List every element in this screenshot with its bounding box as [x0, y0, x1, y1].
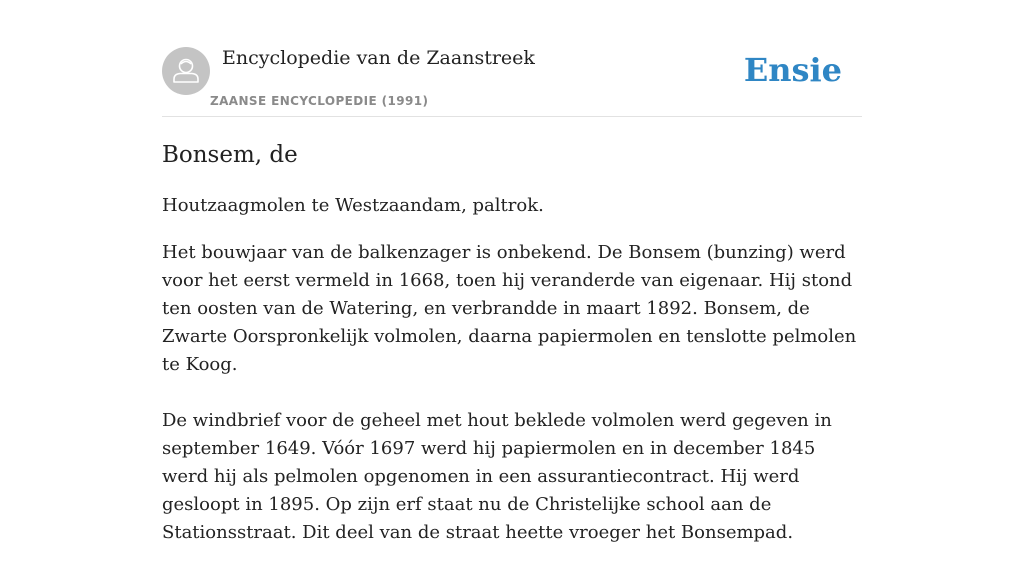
article-body: [162, 192, 862, 575]
user-icon: [162, 47, 210, 95]
source-header: [162, 0, 862, 117]
article-lead: Houtzaagmolen te Westzaandam, paltrok.: [162, 195, 544, 216]
article-page: [162, 0, 862, 543]
article-paragraph: De windbrief voor de geheel met hout beklede volmolen werd gegeven in september 1649. Vóór 1697 werd hij papiermolen en in december 1845 werd hij als pelmolen opgenomen in een assurantiecontract. Hij werd gesloopt in 1895. Op zijn erf staat nu de Christelijke school aan de Stationsstraat. Dit deel van de straat heette vroeger het Bonsempad.: [162, 410, 832, 543]
avatar[interactable]: [162, 47, 210, 95]
article-title: Bonsem, de: [162, 142, 298, 168]
article-paragraph: Het bouwjaar van de balkenzager is onbekend. De Bonsem (bunzing) werd voor het eerst vermeld in 1668, toen hij veranderde van eigenaar. Hij stond ten oosten van de Watering, en verbrandde in maart 1892. Bonsem, de Zwarte Oorspronkelijk volmolen, daarna papiermolen en tenslotte pelmolen te Koog.: [162, 242, 857, 375]
source-subtitle: ZAANSE ENCYCLOPEDIE (1991): [210, 94, 429, 108]
source-title[interactable]: Encyclopedie van de Zaanstreek: [222, 47, 535, 69]
brand-logo[interactable]: Ensie: [743, 51, 842, 89]
